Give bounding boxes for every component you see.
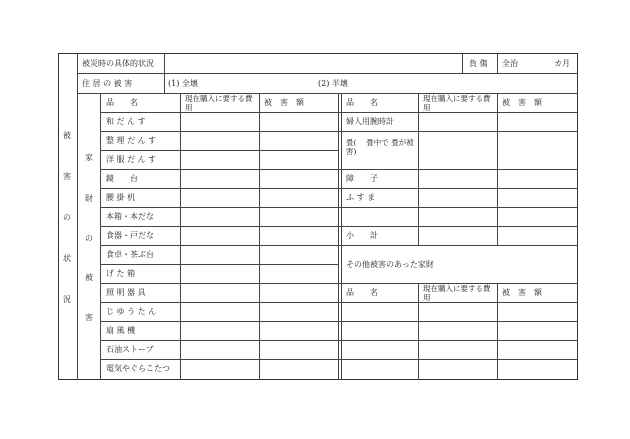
- side-inner-char: 家: [85, 153, 93, 162]
- row-line: [77, 93, 578, 94]
- left-item: 食卓・茶ぶ台: [106, 250, 154, 259]
- option-full-collapse: (1) 全壊: [168, 79, 198, 88]
- recovery-label: 全治: [502, 59, 518, 68]
- left-item: げ た 箱: [106, 269, 136, 278]
- row-line: [100, 188, 578, 189]
- right-item-watch: 婦人用腕時計: [346, 117, 394, 126]
- right-item-shoji: 障 子: [346, 174, 378, 183]
- row-line: [100, 169, 578, 170]
- right-item-other: その他被害のあった家財: [346, 260, 434, 269]
- col-header-item: 品 名: [346, 98, 378, 107]
- left-item: 扇 風 機: [106, 326, 136, 335]
- left-item: 食器・戸だな: [106, 231, 154, 240]
- row-line: [100, 321, 578, 322]
- col-header-cost: 現在購入に要する費用: [423, 284, 491, 302]
- col-line: [497, 93, 498, 245]
- col-line: [497, 283, 498, 380]
- col-header-damage: 被 害 額: [502, 98, 542, 107]
- col-line: [180, 93, 181, 380]
- col-line: [77, 53, 78, 380]
- row-line: [100, 359, 578, 360]
- option-half-collapse: (2) 半壊: [318, 79, 348, 88]
- left-item: 鏡 台: [106, 174, 138, 183]
- col-header-damage: 被 害 額: [264, 98, 304, 107]
- row-line: [100, 131, 578, 132]
- left-item: 洋 服 だ ん す: [106, 155, 157, 164]
- row-line: [100, 283, 578, 284]
- col-line: [164, 53, 165, 93]
- injury-label: 負 傷: [469, 59, 488, 68]
- months-label: カ月: [554, 59, 570, 68]
- col-line: [418, 283, 419, 380]
- left-item: 本箱・本だな: [106, 212, 154, 221]
- left-item: じ ゆ う た ん: [106, 307, 157, 316]
- row-line: [100, 112, 578, 113]
- right-item-tatami: 畳( 畳中で 畳が被害): [346, 138, 414, 156]
- left-item: 整 理 だ ん す: [106, 136, 157, 145]
- col-header-damage: 被 害 額: [502, 288, 542, 297]
- row-line: [100, 150, 339, 151]
- col-header-item: 品 名: [106, 98, 138, 107]
- col-line: [338, 93, 339, 380]
- col-header-item: 品 名: [346, 288, 378, 297]
- side-inner-char: 財: [85, 194, 93, 203]
- left-item: 和 だ ん す: [106, 117, 146, 126]
- right-item-fusuma: ふ す ま: [346, 193, 376, 202]
- side-outer-char: 被: [63, 131, 71, 140]
- housing-damage-label: 住 居 の 被 害: [82, 79, 133, 88]
- row-line: [100, 226, 578, 227]
- side-inner-char: の: [85, 234, 93, 243]
- col-line: [418, 93, 419, 245]
- side-outer-char: 状: [63, 254, 71, 263]
- col-line: [462, 53, 463, 73]
- col-line: [100, 93, 101, 380]
- col-line: [341, 93, 342, 380]
- col-header-cost: 現在購入に要する費用: [423, 94, 491, 112]
- situation-label: 被災時の具体的状況: [82, 59, 154, 68]
- row-line: [77, 73, 578, 74]
- left-item: 石油ストーブ: [106, 345, 154, 354]
- col-line: [259, 93, 260, 380]
- row-line: [100, 264, 339, 265]
- side-outer-char: 況: [63, 295, 71, 304]
- row-line: [100, 245, 578, 246]
- side-outer-char: の: [63, 213, 71, 222]
- side-outer-char: 害: [63, 172, 71, 181]
- side-inner-char: 被: [85, 273, 93, 282]
- row-line: [100, 340, 578, 341]
- left-item: 照 明 器 具: [106, 288, 146, 297]
- right-item-subtotal: 小 計: [346, 231, 378, 240]
- col-header-cost: 現在購入に要する費用: [185, 94, 253, 112]
- col-line: [497, 53, 498, 73]
- left-item: 腰 掛 机: [106, 193, 136, 202]
- row-line: [100, 207, 578, 208]
- left-item: 電気やぐらこたつ: [106, 364, 170, 373]
- row-line: [100, 302, 578, 303]
- side-inner-char: 害: [85, 313, 93, 322]
